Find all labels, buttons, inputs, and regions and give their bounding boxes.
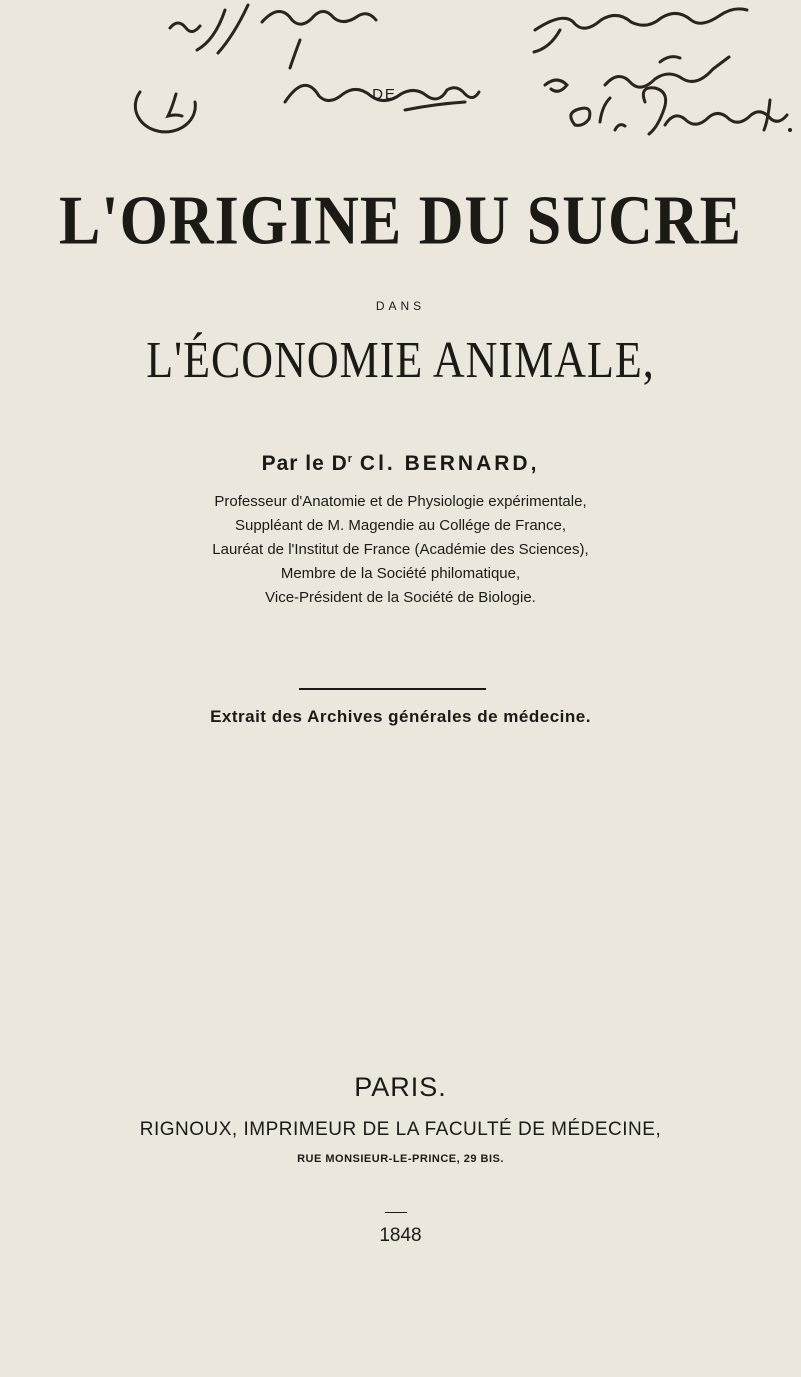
printer-address: RUE MONSIEUR-LE-PRINCE, 29 BIS. xyxy=(297,1153,504,1165)
credential-line: Vice-Président de la Société de Biologie. xyxy=(265,589,536,606)
publication-year: 1848 xyxy=(379,1225,422,1246)
extract-note: Extrait des Archives générales de médecine. xyxy=(210,707,591,726)
divider-rule xyxy=(299,688,486,690)
title-connector: DANS xyxy=(375,299,426,313)
handwritten-inscription xyxy=(0,0,801,150)
credential-line: Suppléant de M. Magendie au Collége de France, xyxy=(234,517,567,534)
author-byline xyxy=(0,452,801,476)
publication-city: PARIS. xyxy=(354,1072,447,1102)
credential-line: Professeur d'Anatomie et de Physiologie expérimentale, xyxy=(214,493,587,510)
byline-prefix: Par le D xyxy=(261,452,348,475)
printer-line: RIGNOUX, IMPRIMEUR DE LA FACULTÉ DE MÉDECINE, xyxy=(139,1119,662,1140)
author-name: Cl. BERNARD, xyxy=(359,452,540,475)
credential-line: Lauréat de l'Institut de France (Académie des Sciences), xyxy=(212,541,589,558)
author-credentials xyxy=(0,490,801,610)
credential-line: Membre de la Société philomatique, xyxy=(280,565,521,582)
page-subtitle: L'ÉCONOMIE ANIMALE, xyxy=(146,331,655,389)
byline-prefix-sup: r xyxy=(347,453,354,465)
year-dash xyxy=(385,1212,407,1213)
title-preposition: DE xyxy=(372,86,397,103)
page-title: L'ORIGINE DU SUCRE xyxy=(59,183,742,260)
